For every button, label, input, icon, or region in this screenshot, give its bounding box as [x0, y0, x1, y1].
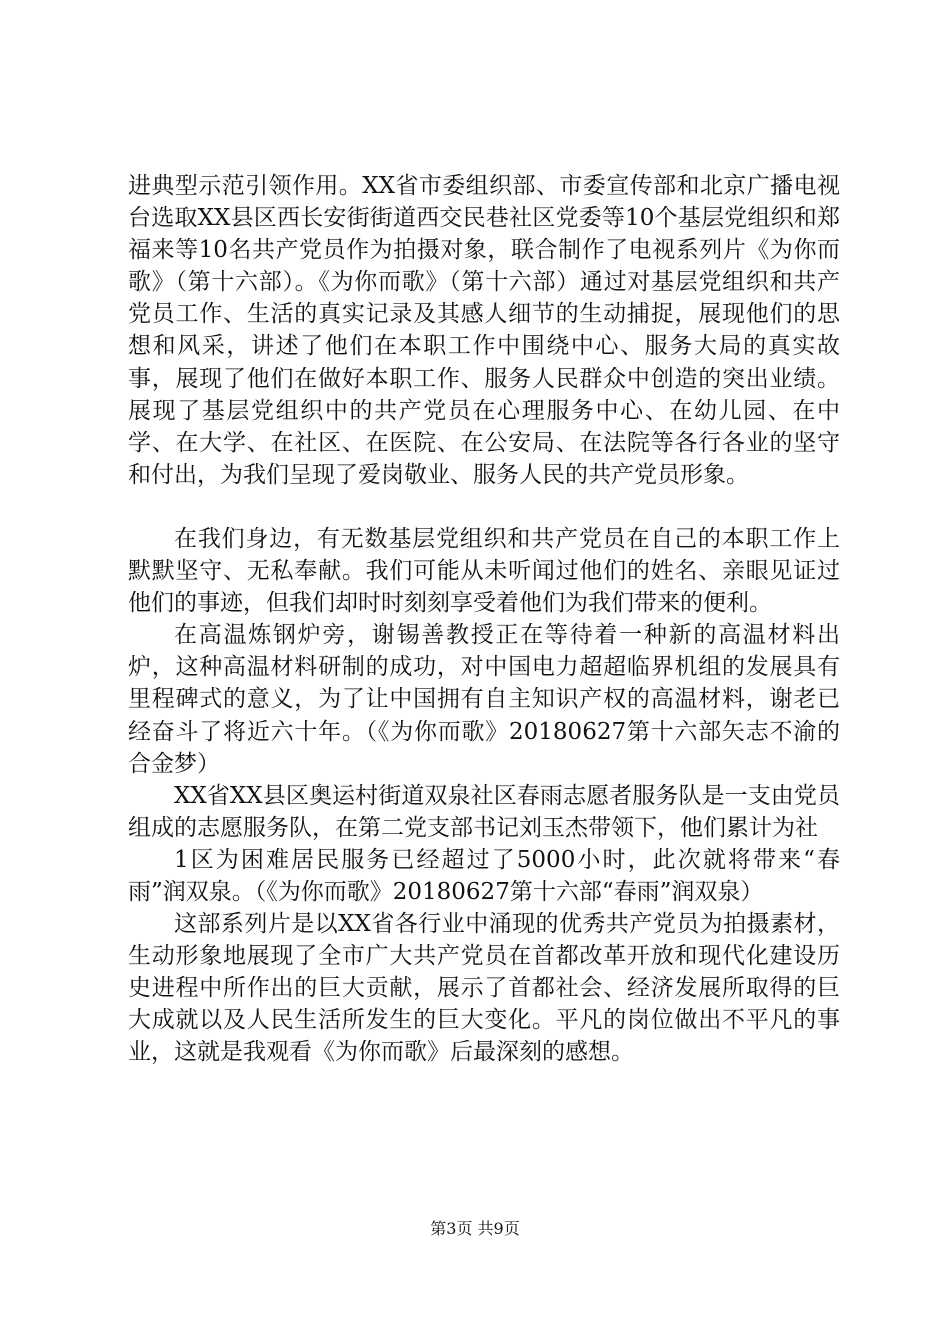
paragraph-3: 在高温炼钢炉旁，谢锡善教授正在等待着一种新的高温材料出炉，这种高温材料研制的成功，对中国电力超超临界机组的发展具有里程碑式的意义，为了让中国拥有自主知识产权的高温材料，谢老已经奋斗了将近六十年。（《为你而歌》20180627第十六部矢志不渝的合金梦）	[128, 622, 840, 777]
paragraph-2: 在我们身边，有无数基层党组织和共产党员在自己的本职工作上默默坚守、无私奉献。我们可能从未听闻过他们的姓名、亲眼见证过他们的事迹，但我们却时时刻刻享受着他们为我们带来的便利。	[128, 525, 840, 617]
document-body	[128, 170, 840, 1069]
page-footer: 第3页 共9页	[430, 1219, 520, 1238]
paragraph-4: XX省XX县区奥运村街道双泉社区春雨志愿者服务队是一支由党员组成的志愿服务队，在第二党支部书记刘玉杰带领下，他们累计为社	[128, 782, 840, 841]
paragraph-5: 1区为困难居民服务已经超过了5000小时，此次就将带来“春雨”润双泉。（《为你而歌》20180627第十六部“春雨”润双泉）	[128, 846, 840, 905]
paragraph-6: 这部系列片是以XX省各行业中涌现的优秀共产党员为拍摄素材，生动形象地展现了全市广大共产党员在首都改革开放和现代化建设历史进程中所作出的巨大贡献，展示了首都社会、经济发展所取得的巨大成就以及人民生活所发生的巨大变化。平凡的岗位做出不平凡的事业，这就是我观看《为你而歌》后最深刻的感想。	[128, 911, 840, 1066]
paragraph-1: 进典型示范引领作用。XX省市委组织部、市委宣传部和北京广播电视台选取XX县区西长安街街道西交民巷社区党委等10个基层党组织和郑福来等10名共产党员作为拍摄对象，联合制作了电视系列片《为你而歌》（第十六部）。《为你而歌》（第十六部）通过对基层党组织和共产党员工作、生活的真实记录及其感人细节的生动捕捉，展现他们的思想和风采，讲述了他们在本职工作中围绕中心、服务大局的真实故事，展现了他们在做好本职工作、服务人民群众中创造的突出业绩。展现了基层党组织中的共产党员在心理服务中心、在幼儿园、在中学、在大学、在社区、在医院、在公安局、在法院等各行各业的坚守和付出，为我们呈现了爱岗敬业、服务人民的共产党员形象。	[128, 173, 840, 488]
